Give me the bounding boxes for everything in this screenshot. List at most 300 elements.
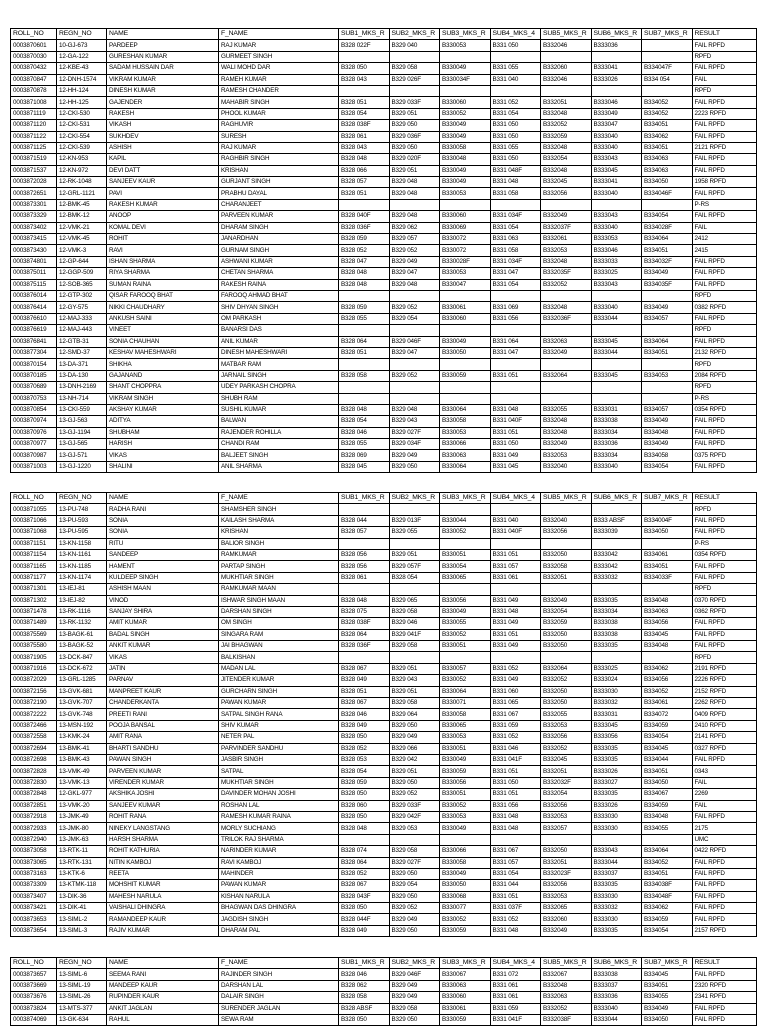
table-cell: 0003871068	[11, 527, 57, 538]
table-cell	[389, 504, 440, 515]
table-cell: SURESH	[219, 131, 339, 142]
table-cell: B334047F	[642, 63, 693, 74]
table-cell: 0003875011	[11, 268, 57, 279]
column-header: RESULT	[692, 493, 757, 504]
table-cell: B333032	[591, 572, 642, 583]
table-cell: B334063	[642, 606, 693, 617]
table-cell: SONIA	[107, 515, 219, 526]
table-cell: B328 056	[339, 561, 390, 572]
table-cell: 13-SIML-6	[57, 969, 107, 980]
table-cell: B332052	[541, 1003, 592, 1014]
table-cell: RAJ KUMAR	[219, 40, 339, 51]
table-cell: B333043	[591, 154, 642, 165]
table-cell	[440, 652, 491, 663]
table-cell: FAIL RPFD	[692, 416, 757, 427]
table-cell: 13-KTK-6	[57, 868, 107, 879]
table-cell: 2415	[692, 245, 757, 256]
table-header-row	[11, 958, 757, 969]
column-header: SUB7_MKS_R	[642, 958, 693, 969]
table-cell: B331 055	[490, 142, 541, 153]
table-cell: RAVI KAMBOJ	[219, 857, 339, 868]
table-cell	[541, 359, 592, 370]
table-cell: B334052	[642, 857, 693, 868]
table-cell: B333035	[591, 880, 642, 891]
table-cell	[642, 51, 693, 62]
table-cell: B328 048	[339, 279, 390, 290]
table-cell: B334054	[642, 732, 693, 743]
table-cell: 12-HH-124	[57, 85, 107, 96]
table-cell: B334054	[642, 461, 693, 472]
table-cell: B330057	[440, 663, 491, 674]
table-cell: B334067	[642, 789, 693, 800]
table-cell: B330064	[440, 461, 491, 472]
table-cell: B329 040	[389, 40, 440, 51]
table-cell: B330053	[440, 268, 491, 279]
table-cell: B328 060	[339, 800, 390, 811]
table-cell: B332046	[541, 74, 592, 85]
table-cell: B328 048	[339, 154, 390, 165]
table-cell: 0003872940	[11, 834, 57, 845]
table-cell: B333040	[591, 1003, 642, 1014]
table-cell: B330047	[440, 279, 491, 290]
table-cell: 13-GJ-565	[57, 439, 107, 450]
table-cell: 0003873163	[11, 868, 57, 879]
table-cell: B329 058	[389, 698, 440, 709]
table-row	[11, 85, 757, 96]
table-cell: 12-MAJ-333	[57, 313, 107, 324]
table-row	[11, 427, 757, 438]
table-cell: B330068	[440, 891, 491, 902]
table-cell: FAIL RPFD	[692, 313, 757, 324]
table-cell: B329 046F	[389, 969, 440, 980]
table-cell: B331 034F	[490, 256, 541, 267]
table-cell: B333026	[591, 800, 642, 811]
table-cell: B332050	[541, 846, 592, 857]
column-header: SUB5_MKS_R	[541, 29, 592, 40]
table-cell: B333042	[591, 549, 642, 560]
table-cell: KRISHAN	[219, 527, 339, 538]
table-cell: RAGHUVIR	[219, 120, 339, 131]
table-cell: 0003875580	[11, 641, 57, 652]
table-cell: FAIL RPFD	[692, 188, 757, 199]
table-cell: 13-SIML-3	[57, 925, 107, 936]
table-cell: B328 055	[339, 313, 390, 324]
table-cell: SANJAY SHIRA	[107, 606, 219, 617]
table-cell	[541, 584, 592, 595]
table-cell: B334054	[642, 211, 693, 222]
table-cell	[591, 652, 642, 663]
table-cell: B328 043	[339, 142, 390, 153]
table-cell: 13-KN-1174	[57, 572, 107, 583]
column-header: SUB1_MKS_R	[339, 29, 390, 40]
table-cell: B329 042F	[389, 811, 440, 822]
table-cell: RPFD	[692, 85, 757, 96]
table-cell: SEEMA RANI	[107, 969, 219, 980]
table-cell: B330067	[440, 969, 491, 980]
table-cell: B329 051	[389, 663, 440, 674]
table-cell: BADAL SINGH	[107, 629, 219, 640]
table-cell: B329 048	[389, 177, 440, 188]
table-cell: B330060	[440, 992, 491, 1003]
table-cell: B334052	[642, 108, 693, 119]
table-cell: 0003873415	[11, 234, 57, 245]
table-cell: SHALINI	[107, 461, 219, 472]
table-row	[11, 686, 757, 697]
table-cell: OM PARKASH	[219, 313, 339, 324]
column-header: RESULT	[692, 958, 757, 969]
table-cell	[339, 359, 390, 370]
column-header: ROLL_NO	[11, 493, 57, 504]
table-cell	[642, 652, 693, 663]
table-cell: PHOOL KUMAR	[219, 108, 339, 119]
table-cell: KAILASH SHARMA	[219, 515, 339, 526]
table-cell: 0003872918	[11, 811, 57, 822]
table-cell: B328 036F	[339, 641, 390, 652]
table-cell: B332064	[541, 370, 592, 381]
table-cell: B328 062	[339, 980, 390, 991]
table-cell: B329 043	[389, 416, 440, 427]
table-cell	[541, 504, 592, 515]
table-cell: B334051	[642, 868, 693, 879]
table-cell: FAIL RPFD	[692, 427, 757, 438]
table-cell: B328 054	[339, 416, 390, 427]
table-cell: ROHIT KATHURIA	[107, 846, 219, 857]
table-cell: FAIL RPFD	[692, 561, 757, 572]
table-cell: B328 036F	[339, 222, 390, 233]
column-header: SUB5_MKS_R	[541, 493, 592, 504]
table-cell: B332048	[541, 142, 592, 153]
table-cell: B329 049	[389, 256, 440, 267]
table-cell: B334049	[642, 416, 693, 427]
table-cell: B328 055	[339, 439, 390, 450]
table-cell: B332058	[541, 561, 592, 572]
table-cell: B333030	[591, 914, 642, 925]
table-cell: B333043	[591, 211, 642, 222]
table-cell: B333034	[591, 606, 642, 617]
table-cell: B333035	[591, 754, 642, 765]
table-cell: B334033F	[642, 572, 693, 583]
table-cell: 13-GJ-563	[57, 416, 107, 427]
table-cell: B333026	[591, 74, 642, 85]
table-cell: B329 048	[389, 188, 440, 199]
table-cell: B329 050	[389, 925, 440, 936]
table-cell: B334049	[642, 439, 693, 450]
table-cell: B333044	[591, 313, 642, 324]
table-cell: B331 059	[490, 720, 541, 731]
table-cell: 13-VMK-20	[57, 800, 107, 811]
table-cell: B328 064	[339, 857, 390, 868]
table-cell: B329 051	[389, 549, 440, 560]
table-row	[11, 903, 757, 914]
column-header: F_NAME	[219, 958, 339, 969]
table-cell: 12-VMK-3	[57, 245, 107, 256]
table-cell: B329 042	[389, 754, 440, 765]
table-cell: B328 067	[339, 663, 390, 674]
table-cell: B334051	[642, 561, 693, 572]
table-cell: P-RS	[692, 199, 757, 210]
table-cell: B330059	[440, 370, 491, 381]
table-cell: B330050	[440, 347, 491, 358]
table-cell: RAMKUMAR MAAN	[219, 584, 339, 595]
column-header: SUB6_MKS_R	[591, 29, 642, 40]
table-cell: B330059	[440, 925, 491, 936]
table-cell	[490, 834, 541, 845]
table-cell: 2191 RPFD	[692, 663, 757, 674]
table-row	[11, 74, 757, 85]
table-cell: RAKESH	[107, 108, 219, 119]
table-cell: B328 050	[339, 903, 390, 914]
table-cell: B332048	[541, 416, 592, 427]
table-cell	[389, 538, 440, 549]
table-cell: B334048F	[642, 891, 693, 902]
table-cell: B334062	[642, 131, 693, 142]
table-cell: 13-GVK-681	[57, 686, 107, 697]
table-cell: B334052	[642, 686, 693, 697]
table-cell: B334051	[642, 142, 693, 153]
table-cell: SHIV KUMAR	[219, 720, 339, 731]
table-cell: B331 047	[490, 347, 541, 358]
column-header: SUB4_MKS_4	[490, 29, 541, 40]
table-cell	[389, 325, 440, 336]
table-cell: KISHAN NARULA	[219, 891, 339, 902]
table-cell: B333044	[591, 347, 642, 358]
table-cell: B331 048	[490, 404, 541, 415]
table-cell: 0003870847	[11, 74, 57, 85]
table-cell: SUSHIL KUMAR	[219, 404, 339, 415]
table-cell	[642, 359, 693, 370]
table-cell: P-RS	[692, 393, 757, 404]
table-cell: B332053	[541, 891, 592, 902]
table-cell: RPFD	[692, 51, 757, 62]
table-cell: B329 062	[389, 222, 440, 233]
table-cell	[440, 834, 491, 845]
table-row	[11, 789, 757, 800]
table-cell: B328 069	[339, 450, 390, 461]
table-cell: B331 048	[490, 925, 541, 936]
table-cell: 12-KBE-43	[57, 63, 107, 74]
table-cell	[642, 382, 693, 393]
table-cell: B330051	[440, 549, 491, 560]
table-cell: B333040	[591, 302, 642, 313]
table-cell: B332051	[541, 572, 592, 583]
table-cell	[389, 834, 440, 845]
table-cell: B331 052	[490, 663, 541, 674]
table-cell	[339, 834, 390, 845]
table-cell: REETA	[107, 868, 219, 879]
table-cell	[339, 382, 390, 393]
table-cell: B332040	[541, 461, 592, 472]
table-cell: B328 064	[339, 336, 390, 347]
table-cell: B331 051	[490, 549, 541, 560]
table-cell: 2141 RPFD	[692, 732, 757, 743]
table-cell: B333033	[591, 256, 642, 267]
table-cell: B328 054	[389, 572, 440, 583]
column-header: SUB1_MKS_R	[339, 493, 390, 504]
table-cell	[591, 538, 642, 549]
table-cell	[642, 325, 693, 336]
table-cell	[642, 290, 693, 301]
table-cell: ANKIT JAGLAN	[107, 1003, 219, 1014]
table-cell	[591, 85, 642, 96]
table-cell: B329 052	[389, 245, 440, 256]
table-cell: B330059	[440, 1014, 491, 1025]
table-cell: 0003871489	[11, 618, 57, 629]
table-cell: SUMAN RAINA	[107, 279, 219, 290]
column-header: NAME	[107, 29, 219, 40]
table-cell: DARSHAN LAL	[219, 980, 339, 991]
table-cell: 0003870878	[11, 85, 57, 96]
table-cell: 0003874069	[11, 1014, 57, 1025]
table-cell: B333037	[591, 980, 642, 991]
table-cell: HARISH	[107, 439, 219, 450]
table-cell: B329 050	[389, 1014, 440, 1025]
table-cell: B331 049	[490, 641, 541, 652]
table-cell: B332052	[541, 120, 592, 131]
table-cell: B329 026F	[389, 74, 440, 85]
table-cell: B331 064	[490, 336, 541, 347]
table-cell: B332023F	[541, 868, 592, 879]
table-cell: MAHESH NARULA	[107, 891, 219, 902]
table-cell: B331 056	[490, 313, 541, 324]
table-cell: B330063	[440, 980, 491, 991]
table-cell: FAIL RPFD	[692, 857, 757, 868]
table-cell: FAIL RPFD	[692, 572, 757, 583]
table-cell: 0003872933	[11, 823, 57, 834]
table-cell: B330072	[440, 234, 491, 245]
table-cell: RAMESH KUMAR RAINA	[219, 811, 339, 822]
table-cell: B331 054	[490, 868, 541, 879]
table-cell: B331 040F	[490, 416, 541, 427]
table-cell: 0003872851	[11, 800, 57, 811]
table-cell: 0003876841	[11, 336, 57, 347]
table-cell: 0003873329	[11, 211, 57, 222]
table-cell: ASHISH	[107, 142, 219, 153]
table-cell: 0003871905	[11, 652, 57, 663]
table-cell: B331 051	[490, 891, 541, 902]
table-cell	[440, 199, 491, 210]
table-cell: B332060	[541, 914, 592, 925]
table-cell: B330049	[440, 606, 491, 617]
table-cell: JAI BHAGWAN	[219, 641, 339, 652]
table-cell: 13-GVK-707	[57, 698, 107, 709]
table-cell: B333038	[591, 416, 642, 427]
table-cell: 10-GJ-673	[57, 40, 107, 51]
table-cell: 0003876610	[11, 313, 57, 324]
table-cell: PRABHU DAYAL	[219, 188, 339, 199]
table-cell: CHANDERKANTA	[107, 698, 219, 709]
result-table-block-1	[10, 28, 756, 473]
table-cell: B328 050	[339, 811, 390, 822]
table-row	[11, 846, 757, 857]
table-cell: B328 050	[339, 63, 390, 74]
table-cell: 12-CKI-539	[57, 142, 107, 153]
table-cell	[389, 290, 440, 301]
table-cell: B329 049	[389, 914, 440, 925]
table-cell: B330065	[440, 720, 491, 731]
column-header: F_NAME	[219, 29, 339, 40]
table-cell: B328 049	[339, 675, 390, 686]
table-row	[11, 980, 757, 991]
table-cell: B331 051	[490, 427, 541, 438]
table-cell: SATPAL SINGH RANA	[219, 709, 339, 720]
table-cell: MORLY SUCHIANG	[219, 823, 339, 834]
table-cell: 13-GK-634	[57, 1014, 107, 1025]
table-cell: RUPINDER KAUR	[107, 992, 219, 1003]
table-row	[11, 914, 757, 925]
table-cell: 0003871537	[11, 165, 57, 176]
table-cell: B329 036F	[389, 131, 440, 142]
table-cell: B330052	[440, 629, 491, 640]
table-cell: B333031	[591, 709, 642, 720]
column-header: REGN_NO	[57, 958, 107, 969]
table-cell: 0003872190	[11, 698, 57, 709]
table-cell: 13-GJ-571	[57, 450, 107, 461]
table-cell: RIYA SHARMA	[107, 268, 219, 279]
table-cell: B331 060	[490, 686, 541, 697]
table-cell: B332053	[541, 811, 592, 822]
table-cell: B329 058	[389, 606, 440, 617]
table-cell: B331 045	[490, 461, 541, 472]
table-cell	[440, 538, 491, 549]
table-cell: PAWAN KUMAR	[219, 698, 339, 709]
table-cell: B331 040F	[490, 527, 541, 538]
table-row	[11, 97, 757, 108]
table-cell: 12-CKI-554	[57, 131, 107, 142]
table-cell: B331 049	[490, 675, 541, 686]
table-cell: SINGARA RAM	[219, 629, 339, 640]
table-cell: FAIL RPFD	[692, 618, 757, 629]
table-cell: B328 050	[339, 732, 390, 743]
table-cell: B332052	[541, 279, 592, 290]
table-cell: B331 040	[490, 515, 541, 526]
table-cell: SHIKHA	[107, 359, 219, 370]
table-header-row	[11, 29, 757, 40]
table-cell: 13-DNH-2169	[57, 382, 107, 393]
table-cell: B332057	[541, 823, 592, 834]
table-cell: SONIA	[107, 527, 219, 538]
table-cell: B331 037F	[490, 903, 541, 914]
table-cell: B330061	[440, 302, 491, 313]
table-cell: B332061	[541, 234, 592, 245]
table-cell	[541, 834, 592, 845]
table-row	[11, 245, 757, 256]
table-cell: 0003876014	[11, 290, 57, 301]
table-cell: 0003873402	[11, 222, 57, 233]
table-cell: RAGHBIR SINGH	[219, 154, 339, 165]
table-cell: B334057	[642, 404, 693, 415]
table-cell: B329 051	[389, 766, 440, 777]
table-row	[11, 63, 757, 74]
table-cell: B331 054	[490, 222, 541, 233]
table-row	[11, 834, 757, 845]
table-cell: B332045	[541, 177, 592, 188]
table-cell: B330052	[440, 914, 491, 925]
table-cell: B334061	[642, 698, 693, 709]
table-cell: B330055	[440, 618, 491, 629]
table-cell: B330052	[440, 108, 491, 119]
table-cell: B328 050	[339, 1014, 390, 1025]
table-cell: 0003871301	[11, 584, 57, 595]
table-cell: FAIL	[692, 222, 757, 233]
table-cell: GURMEET SINGH	[219, 51, 339, 62]
table-row	[11, 652, 757, 663]
table-cell: B334049	[642, 302, 693, 313]
table-cell: B328 044F	[339, 914, 390, 925]
table-cell: B328 ABSF	[339, 1003, 390, 1014]
table-cell: 0003871154	[11, 549, 57, 560]
table-cell: DHARAM SINGH	[219, 222, 339, 233]
table-cell: 0362 RPFD	[692, 606, 757, 617]
